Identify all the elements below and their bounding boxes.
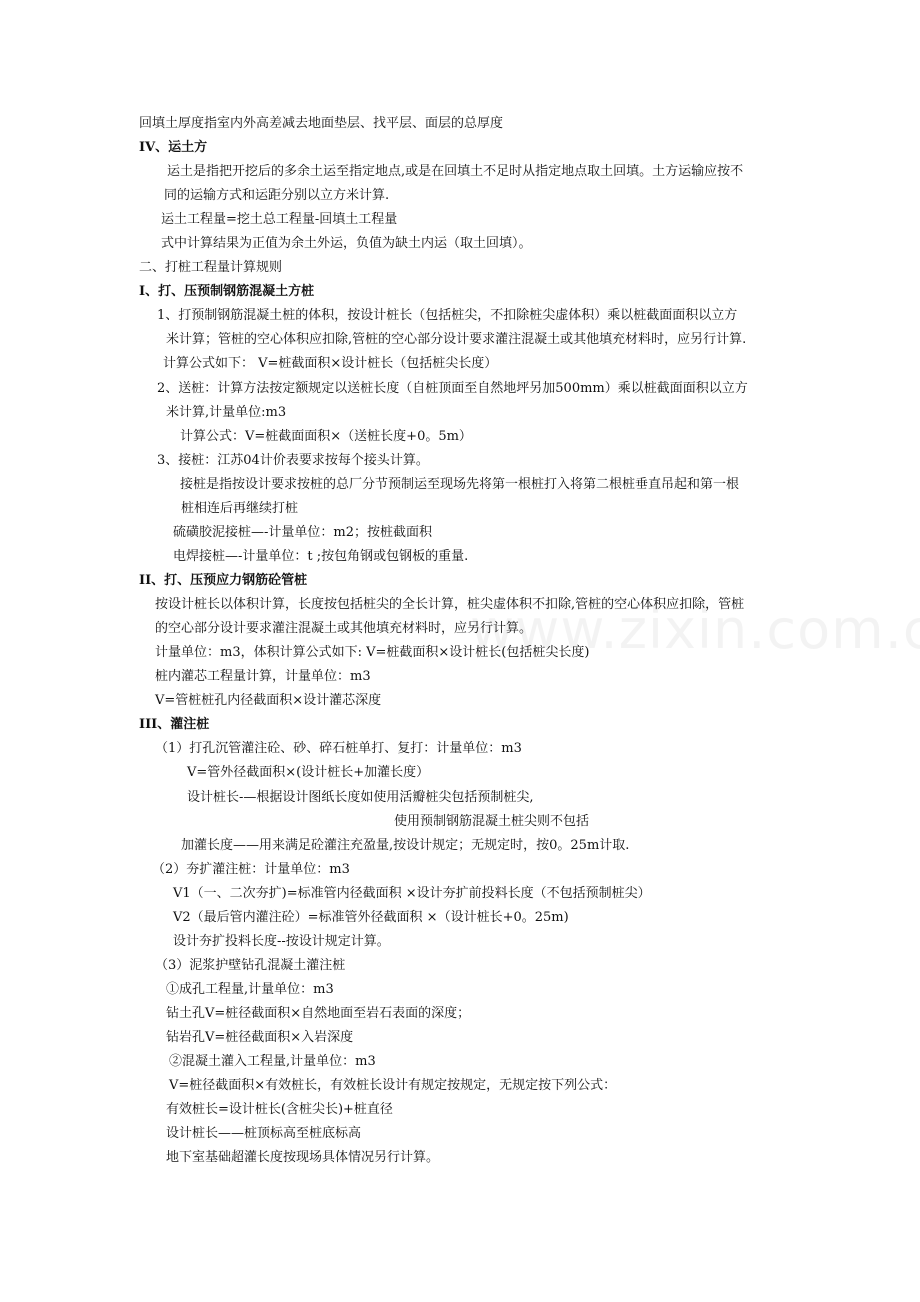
text-line: 回填土厚度指室内外高差减去地面垫层、找平层、面层的总厚度	[139, 116, 504, 131]
text-line: 3、接桩：江苏04计价表要求按每个接头计算。	[157, 453, 429, 468]
formula-line: V=管桩桩孔内径截面积×设计灌芯深度	[155, 693, 382, 708]
formula-line: 计算公式：V=桩截面面积×（送桩长度+0。5m）	[180, 429, 472, 444]
text-line: 接桩是指按设计要求按桩的总厂分节预制运至现场先将第一根桩打入将第二根桩垂直吊起和第一根	[180, 477, 740, 492]
text-line: 2、送桩：计算方法按定额规定以送桩长度（自桩顶面至自然地坪另加500mm）乘以桩截面面积以立方	[157, 381, 748, 396]
section-heading: II、打、压预应力钢筋砼管桩	[139, 573, 308, 588]
formula-line: 钻岩孔V=桩径截面积×入岩深度	[166, 1030, 354, 1045]
text-line: ②混凝土灌入工程量,计量单位：m3	[169, 1054, 376, 1069]
text-line: 桩相连后再继续打桩	[181, 501, 299, 516]
chapter-heading: 二、打桩工程量计算规则	[139, 260, 283, 275]
text-line: 按设计桩长以体积计算，长度按包括桩尖的全长计算，桩尖虚体积不扣除,管桩的空心体积应扣除，管桩	[155, 597, 745, 612]
formula-line: V1（一、二次夯扩)=标准管内径截面积 ×设计夯扩前投料长度（不包括预制桩尖）	[173, 886, 651, 901]
text-line: 同的运输方式和运距分别以立方米计算.	[164, 188, 390, 203]
text-line: 硫磺胶泥接桩—-计量单位：m2；按桩截面积	[173, 525, 432, 540]
formula-line: 有效桩长=设计桩长(含桩尖长)+桩直径	[166, 1102, 393, 1117]
text-line: 桩内灌芯工程量计算，计量单位：m3	[155, 669, 371, 684]
text-line: 米计算；管桩的空心体积应扣除,管桩的空心部分设计要求灌注混凝土或其他填充材料时，应另行计算.	[166, 332, 747, 347]
text-line: 1、打预制钢筋混凝土桩的体积，按设计桩长（包括桩尖，不扣除桩尖虚体积）乘以桩截面面积以立方	[157, 308, 738, 323]
text-line: 设计桩长——桩顶标高至桩底标高	[166, 1126, 362, 1141]
formula-line: V2（最后管内灌注砼）=标准管外径截面积 ×（设计桩长+0。25m)	[173, 910, 569, 925]
text-line: （2）夯扩灌注桩：计量单位：m3	[152, 862, 350, 877]
formula-line: 运土工程量=挖土总工程量-回填土工程量	[161, 212, 398, 227]
section-heading: III、灌注桩	[139, 717, 210, 732]
text-line: 米计算,计量单位:m3	[166, 405, 287, 420]
text-line: 设计夯扩投料长度--按设计规定计算。	[173, 934, 390, 949]
formula-line: V=桩径截面积×有效桩长，有效桩长设计有规定按规定，无规定按下列公式：	[169, 1078, 617, 1093]
formula-line: V=管外径截面积×(设计桩长+加灌长度）	[187, 765, 430, 780]
text-line: 设计桩长-—根据设计图纸长度如使用活瓣桩尖包括预制桩尖,	[187, 790, 534, 805]
text-line: ①成孔工程量,计量单位：m3	[166, 982, 334, 997]
text-line: 的空心部分设计要求灌注混凝土或其他填充材料时，应另行计算。	[155, 621, 533, 636]
formula-line: 钻土孔V=桩径截面积×自然地面至岩石表面的深度；	[166, 1006, 471, 1021]
formula-line: 计算公式如下： V=桩截面积×设计桩长（包括桩尖长度）	[163, 356, 498, 371]
text-line: 式中计算结果为正值为余土外运，负值为缺土内运（取土回填）。	[161, 236, 532, 251]
text-line: （3）泥浆护壁钻孔混凝土灌注桩	[155, 958, 346, 973]
text-line: 地下室基础超灌长度按现场具体情况另行计算。	[166, 1150, 440, 1165]
formula-line: 计量单位：m3，体积计算公式如下: V=桩截面积×设计桩长(包括桩尖长度)	[155, 645, 590, 660]
text-line: 运土是指把开挖后的多余土运至指定地点,或是在回填土不足时从指定地点取土回填。土方运输应按不	[167, 164, 744, 179]
text-line: 使用预制钢筋混凝土桩尖则不包括	[394, 814, 590, 829]
text-line: 电焊接桩—-计量单位：t ;按包角钢或包钢板的重量.	[173, 549, 469, 564]
text-line: （1）打孔沉管灌注砼、砂、碎石桩单打、复打：计量单位：m3	[155, 741, 522, 756]
text-line: 加灌长度——用来满足砼灌注充盈量,按设计规定；无规定时，按0。25m计取.	[181, 838, 630, 853]
section-heading: IV、运土方	[139, 140, 208, 155]
section-heading: I、打、压预制钢筋混凝土方桩	[139, 284, 315, 299]
